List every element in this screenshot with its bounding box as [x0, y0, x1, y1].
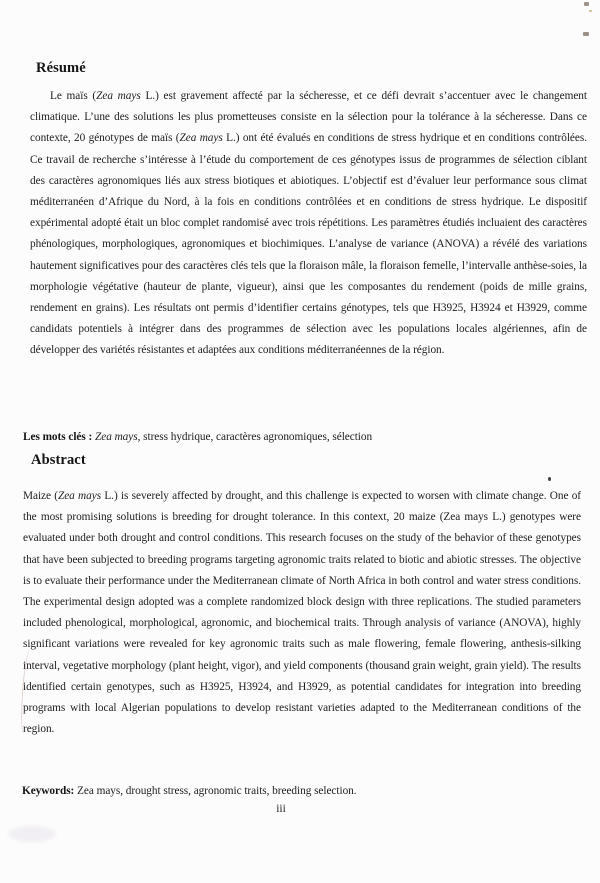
- ink-dot-artifact: [548, 477, 551, 481]
- abstract-text: Maize (: [23, 490, 58, 502]
- page-number: iii: [276, 803, 286, 815]
- species-name-italic: Zea mays: [92, 431, 138, 443]
- keywords-text: Zea mays, drought stress, agronomic traits, breeding selection.: [74, 785, 357, 797]
- resume-text: Le maïs (: [50, 90, 97, 102]
- keywords-line: [22, 781, 582, 802]
- scan-speck-artifact: [583, 32, 589, 36]
- keywords-label: Keywords:: [22, 785, 75, 797]
- species-name-italic: Zea mays: [179, 132, 223, 145]
- abstract-paragraph: [23, 486, 581, 784]
- resume-heading: Résumé: [36, 60, 86, 76]
- species-name-italic: Zea mays: [96, 90, 141, 102]
- abstract-text: L.) is severely affected by drought, and this challenge is expected to worsen with climate change. One of the most promising solutions is breeding for drought tolerance. In this context, 20 maize (Zea mays L.) genotypes were evaluated under both drought and control conditions. This research focuses on the study of the behavior of these genotypes that have been subjected to breeding programs targeting agronomic traits related to biotic and abiotic stresses. The objective is to evaluate their performance under the Mediterranean climate of North Africa in both control and water stress conditions. The experimental design adopted was a complete randomized block design with three replications. The studied parameters included phenological, morphological, agronomic, and biochemical traits. Through analysis of variance (ANOVA), highly significant variations were revealed for key agronomic traits such as male flowering, female flowering, anthesis-silking interval, vegetative morphology (plant height, vigor), and yield components (thousand grain weight, grain yield). The results identified certain genotypes, such as H3925, H3924, and H3929, as potential candidates for integration into breeding programs with local Algerian populations to develop resistant varieties adapted to the Mediterranean conditions of the region.: [23, 490, 581, 736]
- scan-speck-artifact: [584, 2, 589, 6]
- abstract-heading: Abstract: [31, 452, 86, 468]
- mots-cles-line: [23, 427, 583, 448]
- species-name-italic: Zea mays: [57, 490, 102, 502]
- resume-paragraph: [30, 86, 587, 430]
- mots-cles-text: , stress hydrique, caractères agronomiques, sélection: [137, 431, 373, 443]
- scan-smudge-artifact: [8, 826, 56, 842]
- resume-text: L.) est gravement affecté par la sécheresse, et ce défi devrait s’accentuer avec le changement climatique. L’une des solutions les plus prometteuses consiste en la sélection pour la tolérance à la sécheresse. Dans ce contexte, 20 génotypes de maïs (: [30, 90, 587, 145]
- resume-text: L.) ont été évalués en conditions de stress hydrique et en conditions contrôlées. Ce travail de recherche s’intéresse à l’étude du comportement de ces génotypes issus de programmes de sélection ciblant des caractères agronomiques liés aux stress biotiques et abiotiques. L’objectif est d’évaluer leur performance sous climat méditerranéen d’Afrique du Nord, à la fois en conditions contrôlées et en conditions de stress hydrique. Le dispositif expérimental adopté était un bloc complet randomisé avec trois répétitions. Les paramètres étudiés incluaient des caractères phénologiques, morphologiques, agronomiques et biochimiques. L’analyse de variance (ANOVA) a révélé des variations hautement significatives pour des caractères clés tels que la floraison mâle, la floraison femelle, l’intervalle anthèse-soies, la morphologie végétative (hauteur de plante, vigueur), ainsi que les composantes du rendement (poids de mille grains, rendement en grains). Les résultats ont permis d’identifier certains génotypes, tels que H3925, H3924 et H3929, comme candidats potentiels à intégrer dans des programmes de sélection avec les populations locales algériennes, afin de développer des variétés résistantes et adaptées aux conditions méditerranéennes de la région.: [30, 132, 587, 357]
- scan-speck-artifact: [589, 10, 592, 12]
- mots-cles-label: Les mots clés :: [23, 431, 93, 443]
